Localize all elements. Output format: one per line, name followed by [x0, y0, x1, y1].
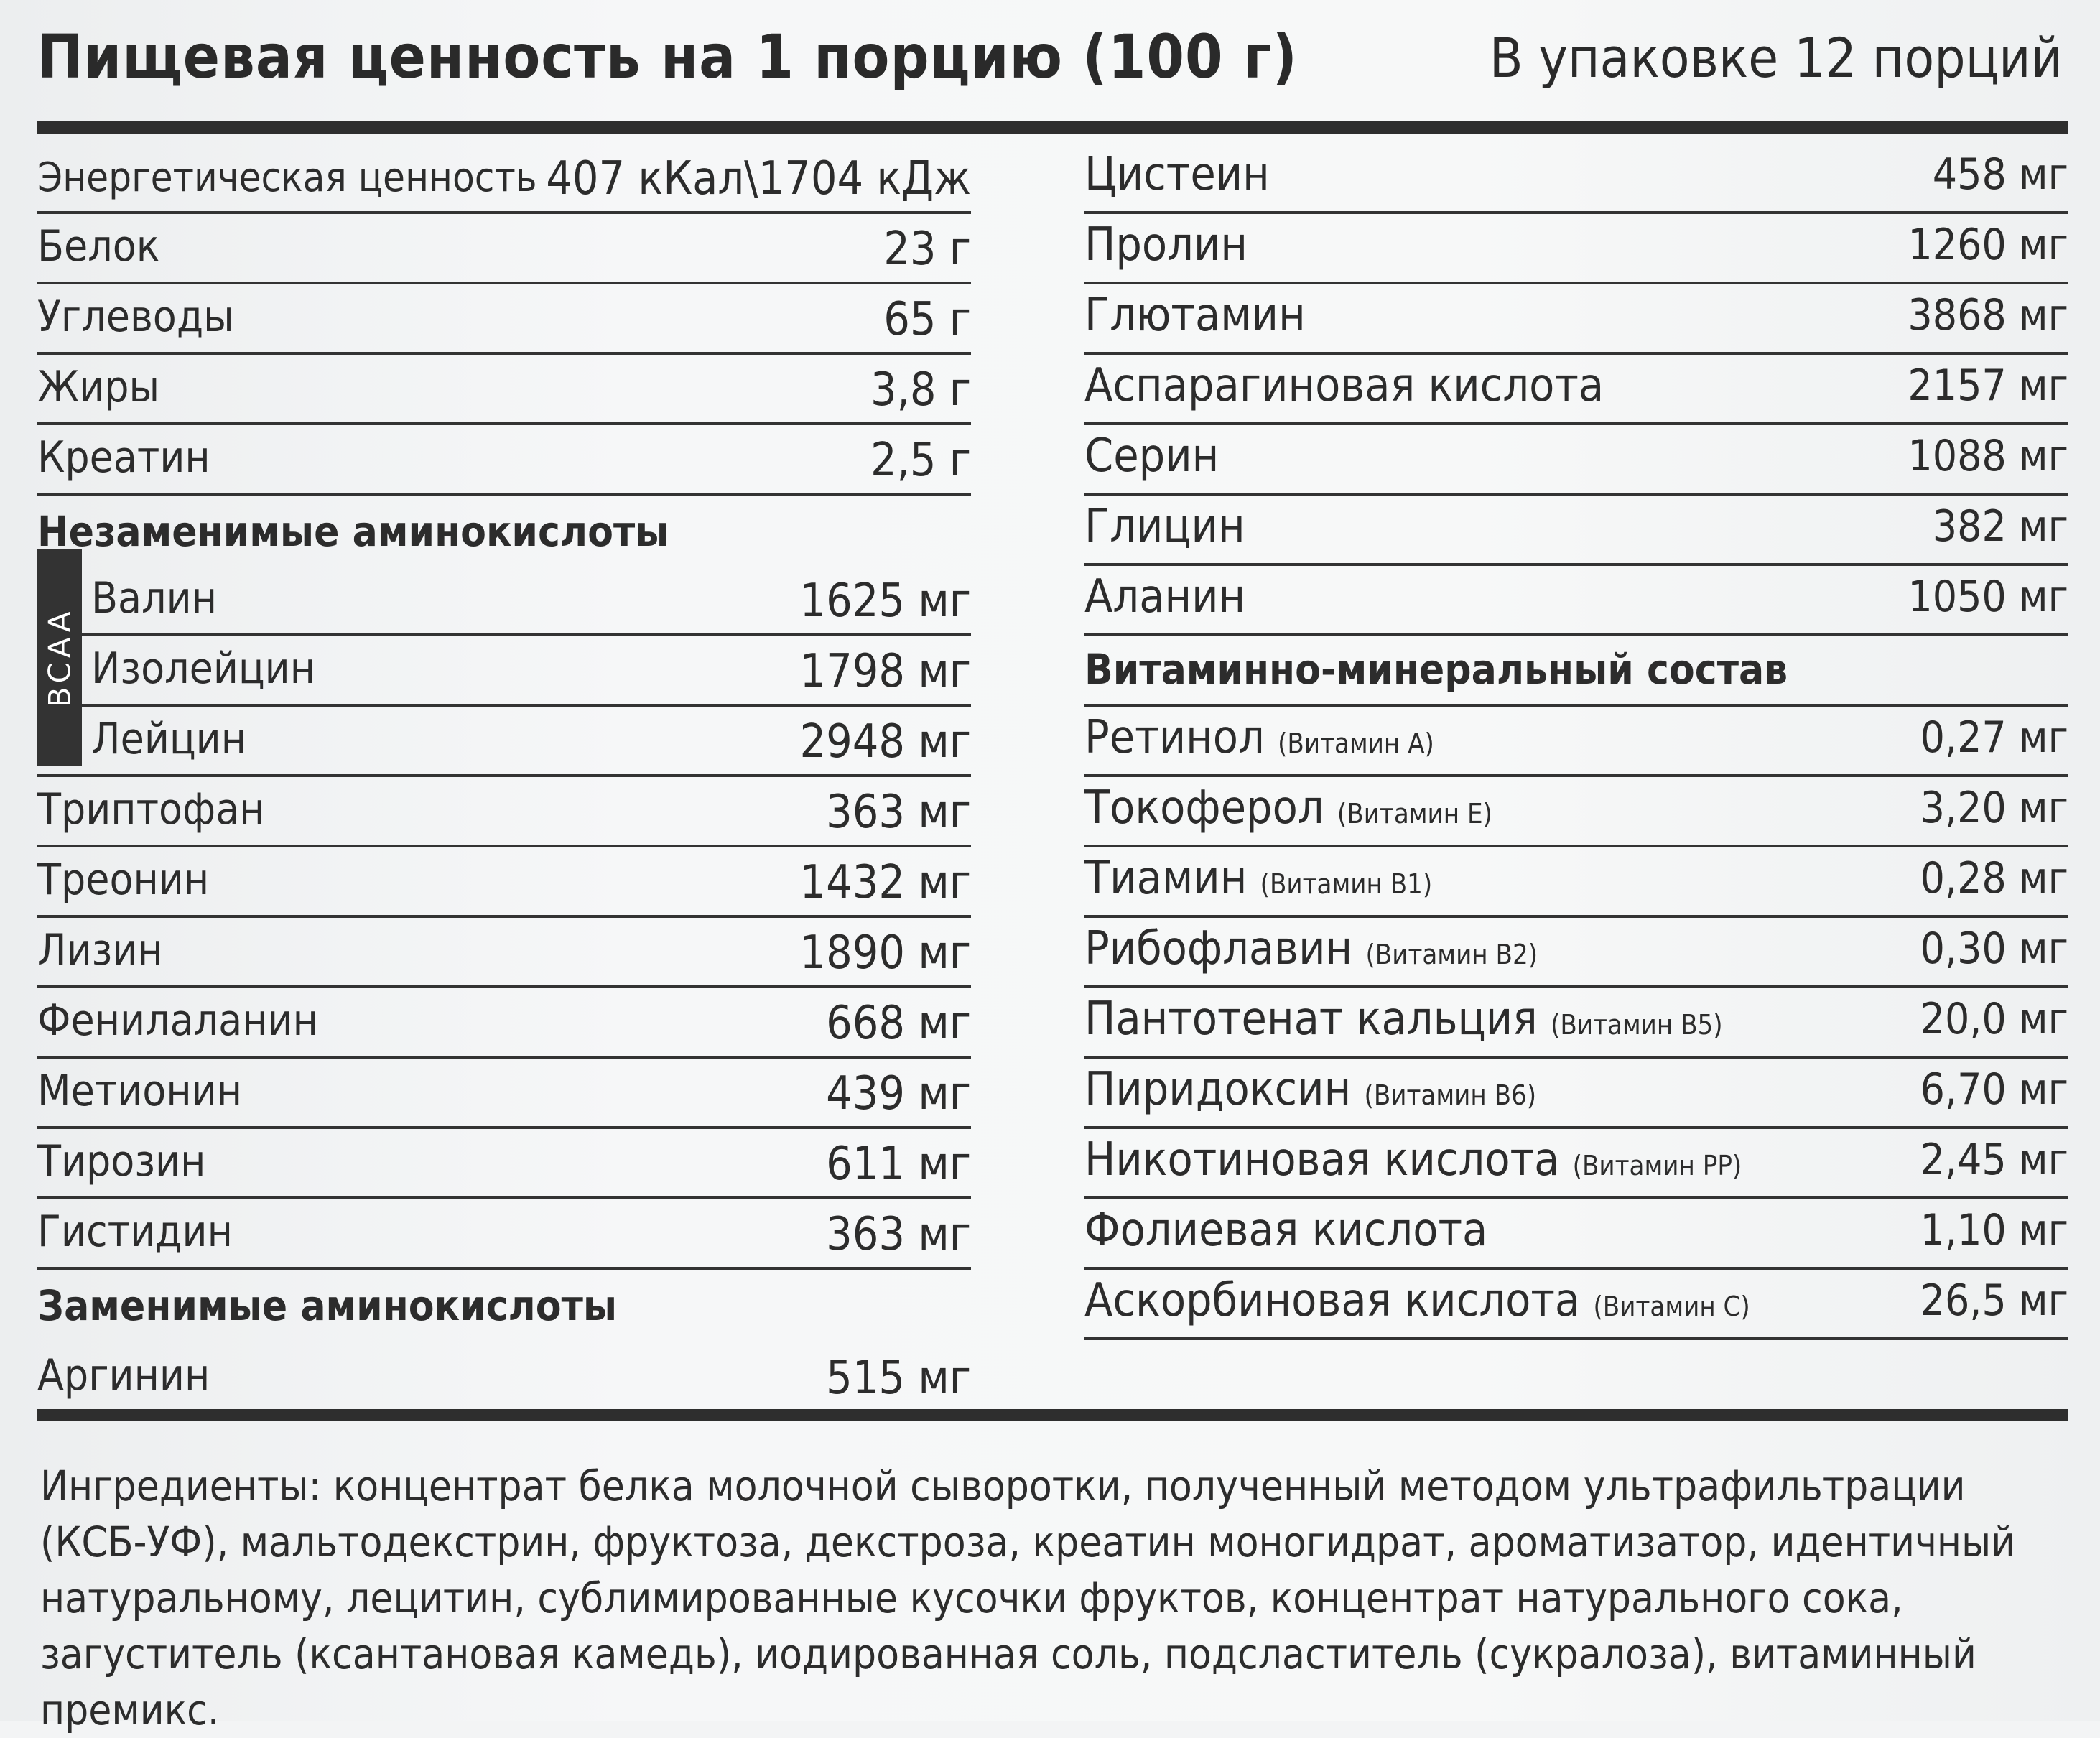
ingredients-text: Ингредиенты: концентрат белка молочной сыворотки, полученный методом ультрафильтрации (КСБ-УФ), мальтодекстрин, фруктоза, декстроза, креатин моногидрат, ароматизатор, идентичный натуральному, лецитин, сублимированные кусочки фруктов, концентрат натурального сока, загуститель (ксантановая камедь), иодированная соль, подсластитель (сукралоза), витаминный премикс.	[40, 1462, 2016, 1734]
nutrient-name-text: Пиридоксин	[1084, 1063, 1352, 1116]
vitamin-note: (Витамин В5)	[1551, 1009, 1723, 1041]
vitamin-note: (Витамин В2)	[1365, 939, 1538, 970]
nutrient-name: Изолейцин	[91, 643, 316, 694]
nutrient-row	[37, 636, 971, 707]
nutrient-value: 20,0 мг	[1920, 994, 2068, 1044]
nutrient-value: 23 г	[883, 223, 971, 276]
nutrient-name: Белок	[37, 221, 160, 271]
nutrient-name-text: Глютамин	[1084, 289, 1306, 342]
nutrient-value: 1088 мг	[1908, 431, 2068, 481]
nutrient-name-text: Тиамин	[1084, 852, 1248, 905]
nutrient-row	[37, 1059, 971, 1129]
vitamin-note: (Витамин РР)	[1572, 1150, 1742, 1181]
nutrient-name	[1084, 570, 1245, 623]
nutrient-value: 2,45 мг	[1920, 1135, 2068, 1185]
nutrient-row	[1084, 144, 2068, 214]
nutrient-name: Углеводы	[37, 292, 234, 342]
nutrient-name-text: Рибофлавин	[1084, 922, 1353, 975]
nutrient-row	[1084, 988, 2068, 1059]
nutrient-row	[37, 496, 971, 566]
nutrient-value: 382 мг	[1932, 501, 2068, 552]
nutrient-name: Тирозин	[37, 1136, 206, 1186]
nutrient-value: 2948 мг	[799, 715, 971, 768]
nutrient-name-text: Пролин	[1084, 218, 1248, 271]
nutrient-row	[37, 988, 971, 1059]
nutrient-row	[1084, 707, 2068, 777]
nutrient-row	[37, 214, 971, 284]
nutrient-name-text: Цистеин	[1084, 148, 1270, 201]
nutrient-row	[37, 425, 971, 496]
nutrient-value: 2,5 г	[870, 434, 971, 487]
nutrient-row	[1084, 918, 2068, 988]
nutrient-value: 3,20 мг	[1920, 783, 2068, 833]
nutrient-name: Жиры	[37, 362, 160, 412]
bottom-divider	[37, 1409, 2068, 1421]
nutrient-row	[37, 566, 971, 636]
nutrient-value: 363 мг	[826, 786, 971, 839]
nutrient-name	[1084, 359, 1604, 412]
nutrient-name: Треонин	[37, 855, 210, 905]
nutrient-name	[1084, 1063, 1536, 1116]
nutrient-row	[37, 1199, 971, 1270]
nutrient-name-text: Ретинол	[1084, 711, 1265, 764]
nutrient-value: 0,27 мг	[1920, 712, 2068, 763]
nutrient-value: 3,8 г	[870, 363, 971, 417]
nutrient-row	[1084, 1199, 2068, 1270]
nutrient-row	[37, 918, 971, 988]
nutrient-name-text: Аланин	[1084, 570, 1246, 623]
nutrient-value: 0,28 мг	[1920, 853, 2068, 903]
nutrient-name	[1084, 781, 1492, 835]
nutrient-name-text: Витаминно-минеральный состав	[1084, 645, 1788, 694]
nutrient-name	[1084, 922, 1538, 975]
nutrient-name: Лейцин	[91, 714, 247, 764]
nutrient-name	[1084, 1274, 1750, 1327]
nutrient-name: Заменимые аминокислоты	[37, 1281, 618, 1330]
nutrient-row	[1084, 425, 2068, 496]
top-divider	[37, 121, 2068, 134]
nutrient-name: Энергетическая ценность	[37, 154, 537, 201]
nutrient-row	[1084, 214, 2068, 284]
nutrient-row	[1084, 777, 2068, 847]
nutrient-row	[37, 1340, 971, 1411]
nutrient-row	[37, 1129, 971, 1199]
page-title: Пищевая ценность на 1 порцию (100 г)	[37, 22, 1298, 92]
nutrient-name-text: Пантотенат кальция	[1084, 993, 1538, 1046]
nutrient-value: 515 мг	[826, 1352, 971, 1405]
nutrient-row	[1084, 355, 2068, 425]
nutrient-row	[37, 707, 971, 777]
nutrient-name	[1084, 711, 1434, 764]
nutrient-name	[1084, 1133, 1742, 1186]
nutrient-name	[1084, 429, 1219, 483]
nutrient-value: 1625 мг	[799, 575, 971, 628]
vitamin-note: (Витамин С)	[1593, 1291, 1750, 1322]
nutrient-name-text: Глицин	[1084, 500, 1245, 553]
left-nutrient-column	[37, 144, 971, 1411]
nutrient-name: Валин	[91, 573, 217, 623]
nutrient-name	[1084, 148, 1270, 201]
nutrient-value: 6,70 мг	[1920, 1064, 2068, 1115]
nutrient-row	[1084, 566, 2068, 636]
nutrient-value: 1798 мг	[799, 645, 971, 698]
right-nutrient-column	[1084, 144, 2068, 1340]
nutrient-name-text: Аскорбиновая кислота	[1084, 1274, 1581, 1327]
nutrient-value: 458 мг	[1932, 149, 2068, 200]
nutrient-row	[37, 284, 971, 355]
nutrient-name: Креатин	[37, 432, 210, 483]
nutrient-name	[1084, 645, 1788, 694]
nutrient-row	[1084, 1270, 2068, 1340]
nutrient-value: 439 мг	[826, 1067, 971, 1120]
nutrient-name: Гистидин	[37, 1207, 233, 1257]
nutrient-value: 65 г	[883, 293, 971, 346]
nutrient-row	[37, 355, 971, 425]
nutrient-row	[37, 1270, 971, 1340]
nutrient-name	[1084, 993, 1723, 1046]
nutrient-row	[1084, 284, 2068, 355]
nutrient-name	[1084, 1204, 1487, 1257]
vitamin-note: (Витамин В6)	[1364, 1079, 1537, 1111]
vitamin-note: (Витамин А)	[1278, 728, 1434, 759]
nutrient-row	[1084, 1129, 2068, 1199]
nutrient-name: Лизин	[37, 925, 163, 975]
nutrient-value: 407 кКал\1704 кДж	[546, 152, 971, 205]
nutrient-value: 363 мг	[826, 1208, 971, 1261]
nutrient-row	[37, 847, 971, 918]
nutrient-row	[1084, 1059, 2068, 1129]
nutrient-row	[37, 144, 971, 214]
nutrient-row	[1084, 636, 2068, 707]
nutrient-name	[1084, 218, 1248, 271]
nutrient-name-text: Токоферол	[1084, 781, 1324, 835]
nutrient-name: Аргинин	[37, 1350, 210, 1400]
servings-count: В упаковке 12 порций	[1489, 26, 2063, 90]
nutrient-value: 1050 мг	[1908, 572, 2068, 622]
nutrient-value: 26,5 мг	[1920, 1275, 2068, 1326]
vitamin-note: (Витамин В1)	[1260, 868, 1433, 900]
nutrient-name-text: Серин	[1084, 429, 1219, 483]
nutrient-name	[1084, 852, 1432, 905]
nutrient-row	[1084, 496, 2068, 566]
nutrient-value: 1432 мг	[799, 856, 971, 909]
nutrient-name	[1084, 289, 1306, 342]
nutrient-value: 668 мг	[826, 997, 971, 1050]
nutrient-name-text: Аспарагиновая кислота	[1084, 359, 1604, 412]
nutrient-name-text: Фолиевая кислота	[1084, 1204, 1488, 1257]
nutrient-name	[1084, 500, 1245, 553]
bcaa-label: BCAA	[42, 606, 78, 708]
nutrient-value: 611 мг	[826, 1138, 971, 1191]
nutrient-value: 2157 мг	[1908, 361, 2068, 411]
nutrient-value: 1260 мг	[1908, 220, 2068, 270]
nutrient-value: 3868 мг	[1908, 290, 2068, 340]
vitamin-note: (Витамин Е)	[1337, 798, 1492, 830]
nutrient-row	[1084, 847, 2068, 918]
nutrient-value: 1890 мг	[799, 926, 971, 980]
nutrient-name: Метионин	[37, 1066, 242, 1116]
nutrient-value: 1,10 мг	[1920, 1205, 2068, 1255]
nutrient-row	[37, 777, 971, 847]
nutrient-name: Фенилаланин	[37, 995, 318, 1046]
nutrient-name-text: Никотиновая кислота	[1084, 1133, 1560, 1186]
nutrient-value: 0,30 мг	[1920, 924, 2068, 974]
nutrient-name: Незаменимые аминокислоты	[37, 507, 669, 556]
nutrient-name: Триптофан	[37, 784, 265, 835]
